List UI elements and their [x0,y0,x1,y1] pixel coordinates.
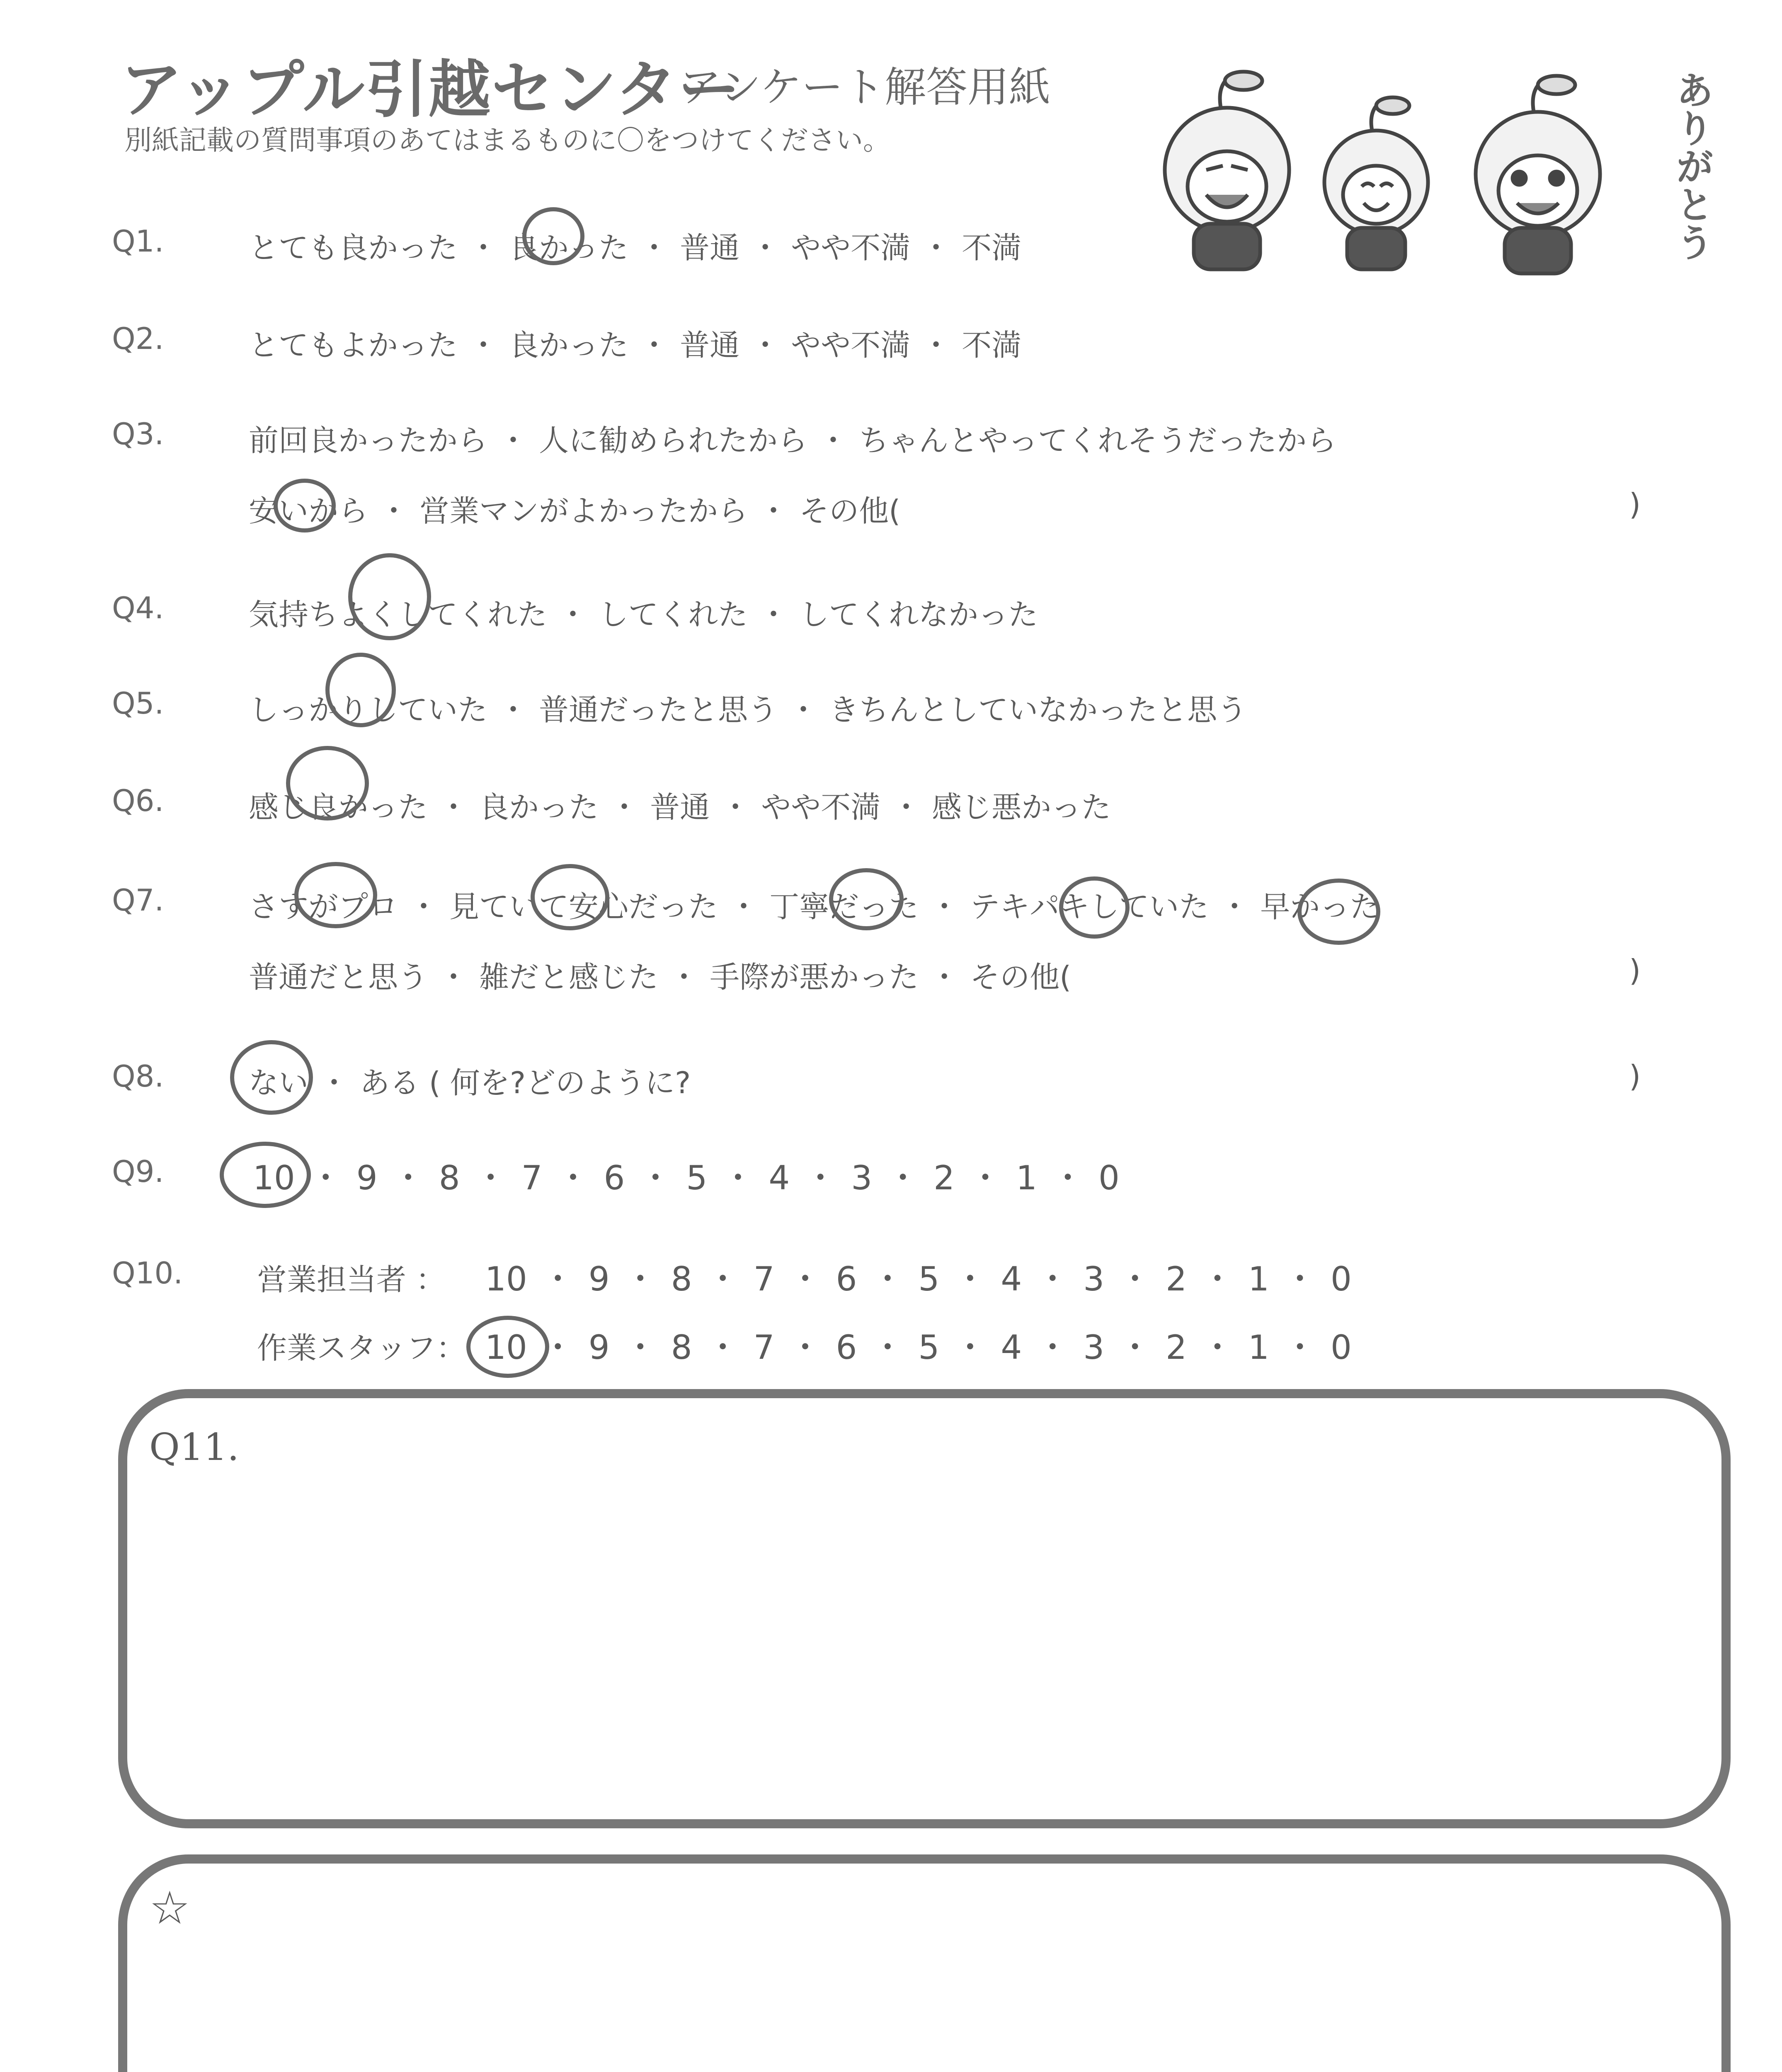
q10-staff-label: 作業スタッフ： [257,1331,466,1365]
q5-options-line-1 [249,686,1247,729]
q1-option[interactable]: 良かった [509,230,629,265]
q9-rating-scale [253,1151,1120,1199]
separator-dot: ・ [623,1260,657,1298]
separator-dot: ・ [1118,1260,1152,1298]
q3-option[interactable]: 営業マンがよかったから [419,494,748,528]
separator-dot: ・ [921,328,951,363]
q6-option[interactable]: 感じ悪かった [932,790,1111,825]
q2-option[interactable]: 普通 [680,328,740,363]
q10-sales-rating-value[interactable]: 7 [753,1260,775,1298]
q2-options-line-1 [249,321,1021,364]
q10-staff-rating-value[interactable]: 6 [836,1328,857,1367]
separator-dot: ・ [498,423,529,458]
q2-option[interactable]: 不満 [962,328,1022,363]
q8-option[interactable]: ない [249,1065,309,1100]
separator-dot: ・ [1283,1328,1316,1367]
separator-dot: ・ [804,1159,837,1197]
q10-staff-rating-value[interactable]: 8 [671,1328,692,1367]
q6-option[interactable]: 普通 [650,790,710,825]
separator-dot: ・ [1036,1328,1069,1367]
separator-dot: ・ [409,889,439,924]
mascot-monkey-right [1476,76,1600,274]
separator-dot: ・ [319,1065,349,1100]
separator-dot: ・ [953,1328,987,1367]
separator-dot: ・ [541,1328,575,1367]
separator-dot: ・ [929,889,960,924]
q2-option[interactable]: やや不満 [791,328,911,363]
q10-sales-rating-value[interactable]: 10 [485,1260,527,1298]
q7-option[interactable]: 丁寧だった [769,889,919,924]
separator-dot: ・ [639,230,669,265]
separator-dot: ・ [969,1159,1002,1197]
q3-closing-paren: ) [1629,487,1641,522]
q10-staff-rating-value[interactable]: 3 [1083,1328,1105,1367]
q8-closing-paren: ) [1629,1059,1641,1094]
separator-dot: ・ [1283,1260,1316,1298]
separator-dot: ・ [891,790,921,825]
separator-dot: ・ [706,1260,739,1298]
question-label-q6: Q6. [112,783,164,818]
q2-option[interactable]: とてもよかった [249,328,458,363]
q10-staff-rating-value[interactable]: 7 [753,1328,775,1367]
q7-options-line-1 [249,883,1380,926]
q10-sales-label: 営業担当者 ： [257,1262,446,1297]
separator-dot: ・ [750,230,781,265]
q7-option[interactable]: 早かった [1260,889,1380,924]
q4-option[interactable]: 気持ちよくしてくれた [249,597,548,632]
q11-label: Q11. [149,1426,239,1469]
q6-option[interactable]: やや不満 [761,790,881,825]
q7-option[interactable]: 手際が悪かった [710,960,919,995]
separator-dot: ・ [391,1159,425,1197]
separator-dot: ・ [929,960,960,995]
q6-options-line-1 [249,783,1111,826]
q1-option[interactable]: やや不満 [791,230,911,265]
q3-options-line-2 [249,487,900,530]
separator-dot: ・ [1051,1159,1084,1197]
separator-dot: ・ [609,790,640,825]
q8-options-line-1 [249,1059,691,1102]
q10-staff-rating-value[interactable]: 10 [485,1328,527,1367]
q2-option[interactable]: 良かった [509,328,629,363]
q9-rating-value[interactable]: 2 [933,1159,955,1197]
question-label-q3: Q3. [112,416,164,451]
q7-option[interactable]: 見ていて安心だった [449,889,718,924]
q9-rating-value[interactable]: 10 [253,1159,295,1197]
q10-sales-rating-value[interactable]: 6 [836,1260,857,1298]
separator-dot: ・ [468,230,499,265]
monkey-mascot-illustration [1144,62,1724,278]
separator-dot: ・ [439,790,469,825]
q4-option[interactable]: してくれなかった [799,597,1038,632]
q3-options-line-1 [249,416,1336,460]
q1-option[interactable]: 不満 [962,230,1022,265]
separator-dot: ・ [729,889,759,924]
question-label-q7: Q7. [112,883,164,917]
separator-dot: ・ [788,1260,822,1298]
q10-sales-rating-value[interactable]: 0 [1330,1260,1352,1298]
q3-option[interactable]: その他( [799,494,901,528]
separator-dot: ・ [953,1260,987,1298]
free-comment-box[interactable] [118,1854,1731,2072]
separator-dot: ・ [623,1328,657,1367]
q7-option[interactable]: 雑だと感じた [479,960,659,995]
question-label-q9: Q9. [112,1154,164,1189]
separator-dot: ・ [759,597,789,632]
question-label-q10: Q10. [112,1256,183,1290]
q9-rating-value[interactable]: 5 [686,1159,708,1197]
separator-dot: ・ [474,1159,507,1197]
q9-rating-value[interactable]: 8 [439,1159,460,1197]
q10-sales-rating-value[interactable]: 2 [1166,1260,1187,1298]
separator-dot: ・ [541,1260,575,1298]
q10-staff-rating-value[interactable]: 4 [1001,1328,1022,1367]
separator-dot: ・ [706,1328,739,1367]
q10-sales-rating-value[interactable]: 8 [671,1260,692,1298]
q10-sales-rating-value[interactable]: 1 [1248,1260,1269,1298]
separator-dot: ・ [921,230,951,265]
q5-option[interactable]: きちんとしていなかったと思う [829,692,1247,727]
mascot-caption: ありがとう [1670,70,1714,261]
q9-rating-value[interactable]: 0 [1098,1159,1120,1197]
separator-dot: ・ [818,423,849,458]
q1-option[interactable]: 普通 [680,230,740,265]
q9-rating-value[interactable]: 3 [851,1159,873,1197]
q3-option[interactable]: 前回良かったから [249,423,488,458]
mascot-monkey-left [1165,72,1289,269]
q4-option[interactable]: してくれた [599,597,748,632]
separator-dot: ・ [439,960,469,995]
q5-option[interactable]: しっかりしていた [249,692,488,727]
q7-option[interactable]: その他( [970,960,1072,995]
form-instructions: 別紙記載の質問事項のあてはまるものに〇をつけてください。 [124,124,890,156]
mascot-monkey-middle [1324,97,1428,269]
question-label-q4: Q4. [112,591,164,625]
separator-dot: ・ [669,960,699,995]
q4-options-line-1 [249,591,1038,634]
q10-sales-rating-value[interactable]: 9 [588,1260,610,1298]
separator-dot: ・ [1201,1328,1234,1367]
separator-dot: ・ [379,494,409,528]
separator-dot: ・ [871,1260,904,1298]
separator-dot: ・ [788,1328,822,1367]
q10-staff-rating-value[interactable]: 1 [1248,1328,1269,1367]
q6-option[interactable]: 感じ良かった [249,790,428,825]
separator-dot: ・ [720,790,751,825]
separator-dot: ・ [639,328,669,363]
separator-dot: ・ [558,597,588,632]
q10-sales-rating-value[interactable]: 4 [1001,1260,1022,1298]
separator-dot: ・ [468,328,499,363]
q10-sales-rating-scale [485,1252,1352,1300]
q7-options-line-2 [249,953,1071,996]
q3-option[interactable]: 人に勧められたから [539,423,808,458]
q9-rating-value[interactable]: 9 [356,1159,378,1197]
form-subtitle: アンケート解答用紙 [680,63,1050,111]
q10-staff-rating-scale [485,1321,1352,1368]
q7-option[interactable]: 普通だと思う [249,960,428,995]
separator-dot: ・ [1118,1328,1152,1367]
separator-dot: ・ [639,1159,672,1197]
separator-dot: ・ [759,494,789,528]
q10-sales-rating-value[interactable]: 5 [918,1260,940,1298]
q1-option[interactable]: とても良かった [249,230,458,265]
separator-dot: ・ [1036,1260,1069,1298]
separator-dot: ・ [886,1159,920,1197]
q10-staff-rating-value[interactable]: 5 [918,1328,940,1367]
q3-option[interactable]: 安いから [249,494,369,528]
company-brand-title: アップル引越センター [120,54,741,126]
q9-rating-value[interactable]: 6 [604,1159,625,1197]
q11-comment-box[interactable] [118,1389,1731,1828]
separator-dot: ・ [721,1159,755,1197]
separator-dot: ・ [788,692,819,727]
q7-option[interactable]: さすがプロ [249,889,398,924]
q6-option[interactable]: 良かった [479,790,599,825]
separator-dot: ・ [556,1159,590,1197]
q10-sales-rating-value[interactable]: 3 [1083,1260,1105,1298]
q3-option[interactable]: ちゃんとやってくれそうだったから [859,423,1337,458]
q7-closing-paren: ) [1629,953,1641,988]
question-label-q1: Q1. [112,224,164,259]
q10-staff-rating-value[interactable]: 2 [1166,1328,1187,1367]
separator-dot: ・ [309,1159,342,1197]
q9-rating-value[interactable]: 1 [1016,1159,1037,1197]
separator-dot: ・ [1220,889,1250,924]
q10-staff-rating-value[interactable]: 0 [1330,1328,1352,1367]
q10-staff-rating-value[interactable]: 9 [588,1328,610,1367]
star-label: ☆ [149,1881,190,1934]
question-label-q8: Q8. [112,1059,164,1094]
q7-option[interactable]: テキパキしていた [970,889,1209,924]
separator-dot: ・ [750,328,781,363]
q9-rating-value[interactable]: 4 [769,1159,790,1197]
separator-dot: ・ [871,1328,904,1367]
q8-option[interactable]: ある ( 何を?どのように? [360,1065,691,1100]
q5-option[interactable]: 普通だったと思う [539,692,778,727]
q9-rating-value[interactable]: 7 [521,1159,543,1197]
separator-dot: ・ [498,692,529,727]
question-label-q5: Q5. [112,686,164,721]
q1-options-line-1 [249,224,1021,267]
separator-dot: ・ [1201,1260,1234,1298]
question-label-q2: Q2. [112,321,164,356]
